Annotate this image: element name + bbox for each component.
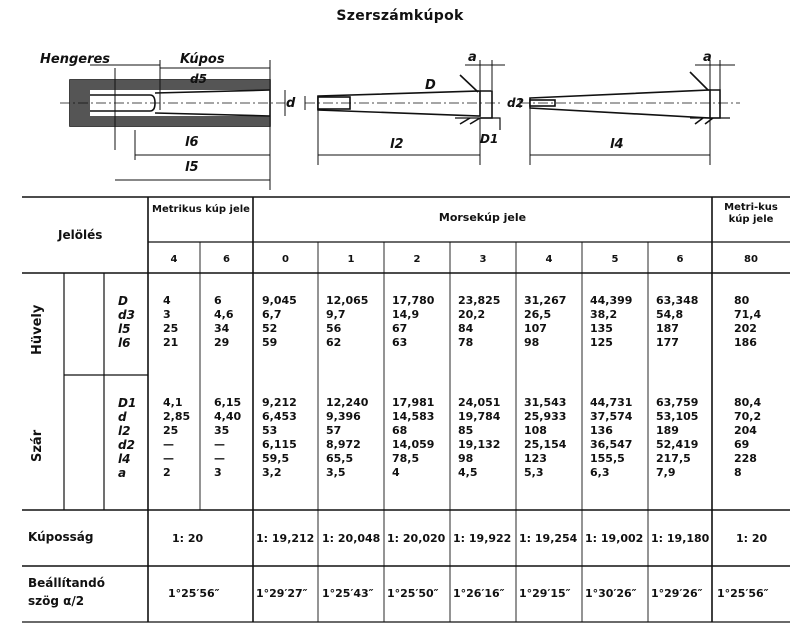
- page-title: Szerszámkúpok: [336, 8, 464, 24]
- label-D: D: [425, 78, 436, 93]
- label-d: d: [286, 96, 296, 111]
- table-cell: 9,212: [262, 396, 297, 409]
- label-hengeres: Hengeres: [40, 52, 111, 67]
- table-cell: 57: [326, 424, 342, 437]
- table-cell: 1: 19,212: [256, 532, 315, 545]
- table-cell: 1: 20,048: [322, 532, 381, 545]
- table-cell: 2,85: [163, 410, 191, 423]
- table-cell: 1°29′15″: [519, 587, 571, 600]
- table-cell: 155,5: [590, 452, 625, 465]
- table-cell: 1°26′16″: [453, 587, 505, 600]
- label-l4: l4: [610, 137, 624, 152]
- table-cell: 63: [392, 336, 408, 349]
- table-cell: 5,3: [524, 466, 544, 479]
- table-cell: 6,7: [262, 308, 282, 321]
- table-cell: 14,583: [392, 410, 435, 423]
- table-cell: —: [214, 438, 225, 451]
- beallito-m80: 1°25′56″: [717, 587, 769, 600]
- table-cell: 2: [163, 466, 171, 479]
- table-cell: 202: [734, 322, 757, 335]
- header-jeloles: Jelölés: [58, 228, 103, 242]
- table-cell: 7,9: [656, 466, 676, 479]
- table-cell: 54,8: [656, 308, 684, 321]
- table-cell: 36,547: [590, 438, 633, 451]
- label-kupos: Kúpos: [180, 52, 225, 67]
- label-l2: l2: [390, 137, 404, 152]
- huvely-symbols: [118, 294, 135, 350]
- table-cell: 52,419: [656, 438, 699, 451]
- col-header: 6: [676, 254, 684, 265]
- col-header: 6: [223, 254, 230, 265]
- table-cell: 53: [262, 424, 278, 437]
- table-cell: 78,5: [392, 452, 420, 465]
- table-cell: 44,399: [590, 294, 633, 307]
- table-cell: 4: [392, 466, 400, 479]
- table-cell: 35: [214, 424, 230, 437]
- table-cell: 85: [458, 424, 474, 437]
- table-cell: 14,9: [392, 308, 420, 321]
- table-cell: 217,5: [656, 452, 691, 465]
- table-cell: 25: [163, 424, 179, 437]
- table-cell: 25,933: [524, 410, 567, 423]
- row-symbol: l4: [118, 452, 131, 466]
- table-cell: —: [163, 438, 174, 451]
- table-cell: 29: [214, 336, 230, 349]
- row-symbol: l5: [118, 322, 131, 336]
- label-l6: l6: [185, 135, 199, 150]
- table-cell: 19,784: [458, 410, 501, 423]
- table-cell: 107: [524, 322, 547, 335]
- table-cell: 20,2: [458, 308, 486, 321]
- row-symbol: l2: [118, 424, 131, 438]
- table-cell: 53,105: [656, 410, 699, 423]
- row-symbol: d2: [118, 438, 135, 452]
- table-cell: 31,543: [524, 396, 567, 409]
- table-cell: 108: [524, 424, 547, 437]
- label-D1: D1: [480, 132, 499, 146]
- section-szar: Szár: [30, 429, 45, 462]
- table-cell: 1: 19,254: [519, 532, 578, 545]
- kuposag-m80: 1: 20: [736, 532, 768, 545]
- table-cell: 6,453: [262, 410, 297, 423]
- shank-drawing-1: [305, 60, 505, 165]
- header-metrikus-80: Metri-kus kúp jele: [724, 202, 778, 225]
- table-cell: 9,7: [326, 308, 346, 321]
- taper-drawings: [0, 0, 800, 200]
- col-header: 1: [347, 254, 355, 265]
- table-cell: 187: [656, 322, 679, 335]
- row-symbol: l6: [118, 336, 131, 350]
- table-cell: 4,40: [214, 410, 242, 423]
- table-cell: 1°29′26″: [651, 587, 703, 600]
- table-cell: 6,15: [214, 396, 242, 409]
- shank-drawing-2: [520, 60, 740, 165]
- table-cell: 98: [458, 452, 474, 465]
- table-cell: 52: [262, 322, 278, 335]
- table-cell: 12,065: [326, 294, 369, 307]
- table-cell: 69: [734, 438, 750, 451]
- table-cell: 44,731: [590, 396, 633, 409]
- col-header: 5: [611, 254, 619, 265]
- table-cell: 186: [734, 336, 757, 349]
- table-cell: 1: 19,002: [585, 532, 644, 545]
- table-cell: 63,348: [656, 294, 699, 307]
- col-header: 2: [413, 254, 421, 265]
- table-cell: 1°29′27″: [256, 587, 308, 600]
- table-cell: 84: [458, 322, 474, 335]
- table-cell: 56: [326, 322, 342, 335]
- table-cell: 80: [734, 294, 750, 307]
- col-header: 4: [170, 254, 178, 265]
- table-cell: 123: [524, 452, 547, 465]
- table-cell: 98: [524, 336, 540, 349]
- table-cell: 135: [590, 322, 613, 335]
- table-cell: 63,759: [656, 396, 699, 409]
- table-cell: 26,5: [524, 308, 552, 321]
- table-cell: —: [163, 452, 174, 465]
- table-cell: 4: [163, 294, 171, 307]
- header-morse: Morsekúp jele: [438, 211, 527, 224]
- table-cell: 80,4: [734, 396, 762, 409]
- row-beallito-label-2: szög α/2: [28, 594, 85, 608]
- table-cell: 1°30′26″: [585, 587, 637, 600]
- table-cell: 12,240: [326, 396, 369, 409]
- col-header: 4: [545, 254, 553, 265]
- table-cell: 19,132: [458, 438, 501, 451]
- table-cell: 228: [734, 452, 757, 465]
- table-cell: 24,051: [458, 396, 501, 409]
- table-cell: 14,059: [392, 438, 435, 451]
- table-cell: 1°25′43″: [322, 587, 374, 600]
- table-cell: 3: [163, 308, 171, 321]
- table-cell: 78: [458, 336, 474, 349]
- row-symbol: D1: [118, 396, 137, 410]
- row-symbol: a: [118, 466, 127, 480]
- table-cell: 6,115: [262, 438, 297, 451]
- table-cell: 38,2: [590, 308, 618, 321]
- col-header: 80: [744, 254, 758, 265]
- kuposag-metric: 1: 20: [172, 532, 204, 545]
- label-l5: l5: [185, 160, 199, 175]
- sleeve-drawing: [60, 60, 285, 190]
- label-d5: d5: [190, 72, 207, 86]
- header-metrikus: Metrikus kúp jele: [152, 204, 250, 215]
- col-header: 0: [282, 254, 289, 265]
- table-cell: 23,825: [458, 294, 501, 307]
- table-cell: 136: [590, 424, 613, 437]
- table-cell: 21: [163, 336, 179, 349]
- table-cell: 3: [214, 466, 222, 479]
- table-cell: 6,3: [590, 466, 610, 479]
- table-cell: 4,1: [163, 396, 183, 409]
- szar-symbols: [118, 396, 136, 480]
- table-cell: 1: 19,922: [453, 532, 512, 545]
- table-cell: 17,780: [392, 294, 435, 307]
- table-cell: 59: [262, 336, 278, 349]
- table-cell: 125: [590, 336, 613, 349]
- row-symbol: d3: [118, 308, 135, 322]
- table-cell: 65,5: [326, 452, 354, 465]
- table-cell: 25,154: [524, 438, 567, 451]
- table-cell: 9,045: [262, 294, 297, 307]
- table-cell: 59,5: [262, 452, 290, 465]
- row-symbol: D: [118, 294, 128, 308]
- table-cell: —: [214, 452, 225, 465]
- table-cell: 3,2: [262, 466, 282, 479]
- label-a1: a: [468, 50, 477, 65]
- table-cell: 34: [214, 322, 230, 335]
- table-cell: 9,396: [326, 410, 361, 423]
- table-cell: 68: [392, 424, 408, 437]
- table-cell: 6: [214, 294, 222, 307]
- row-beallito-label-1: Beállítandó: [28, 576, 105, 590]
- table-cell: 70,2: [734, 410, 762, 423]
- row-kuposag-label: Kúposság: [28, 530, 94, 544]
- table-cell: 4,6: [214, 308, 234, 321]
- table-cell: 1°25′50″: [387, 587, 439, 600]
- section-huvely: Hüvely: [30, 304, 45, 355]
- table-cell: 1: 20,020: [387, 532, 446, 545]
- label-d2: d2: [507, 96, 524, 110]
- table-cell: 37,574: [590, 410, 633, 423]
- table-cell: 1: 19,180: [651, 532, 710, 545]
- table-cell: 8,972: [326, 438, 361, 451]
- label-a2: a: [703, 50, 712, 65]
- row-symbol: d: [118, 410, 127, 424]
- table-cell: 67: [392, 322, 408, 335]
- table-cell: 31,267: [524, 294, 567, 307]
- table-cell: 177: [656, 336, 679, 349]
- table-cell: 204: [734, 424, 757, 437]
- table-cell: 189: [656, 424, 679, 437]
- beallito-metric: 1°25′56″: [168, 587, 220, 600]
- table-cell: 62: [326, 336, 342, 349]
- table-cell: 3,5: [326, 466, 346, 479]
- table-cell: 8: [734, 466, 742, 479]
- col-header: 3: [479, 254, 487, 265]
- table-cell: 4,5: [458, 466, 478, 479]
- table-cell: 17,981: [392, 396, 435, 409]
- table-cell: 71,4: [734, 308, 762, 321]
- table-cell: 25: [163, 322, 179, 335]
